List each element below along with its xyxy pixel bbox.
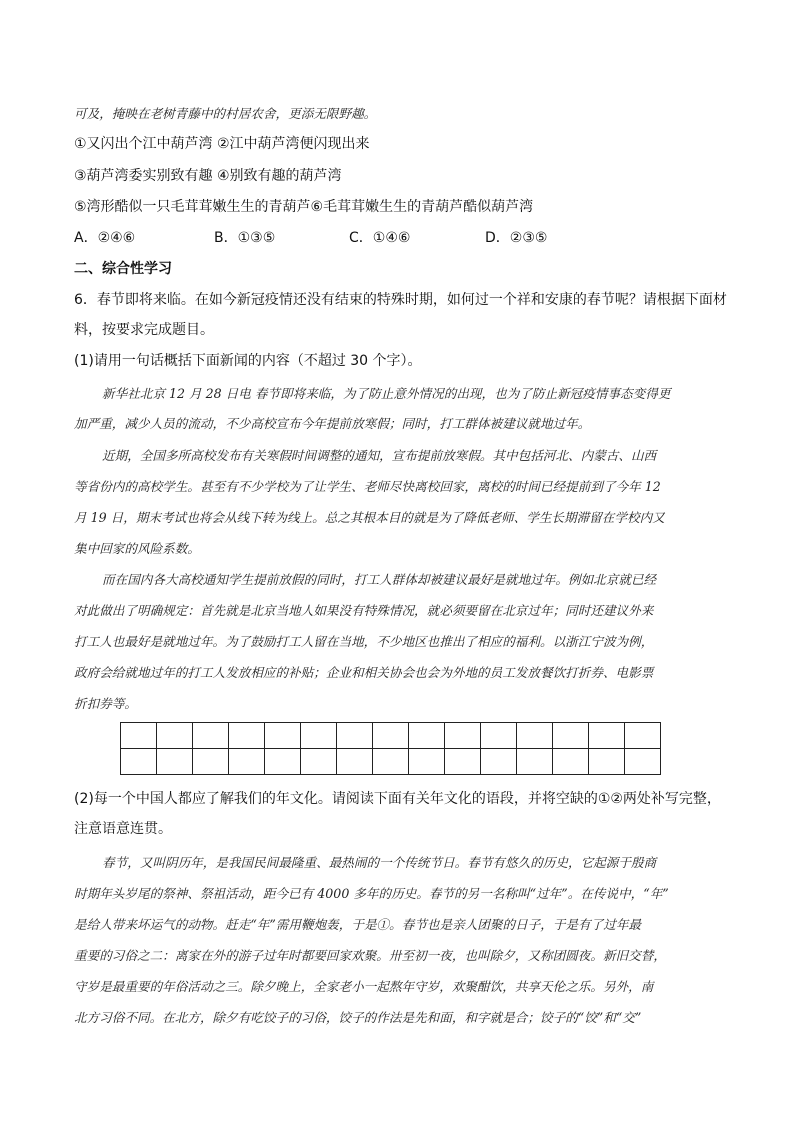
- grid-cell[interactable]: [121, 749, 157, 775]
- grid-row: [121, 749, 661, 775]
- choice-row-3-4: ③葫芦湾委实别致有趣 ④别致有趣的葫芦湾: [74, 168, 342, 184]
- question-6-line-2: 料，按要求完成题目。: [74, 322, 214, 338]
- question-6-2-line-1: (2)每一个中国人都应了解我们的年文化。请阅读下面有关年文化的语段，并将空缺的①②两处补写完整，: [74, 791, 721, 807]
- grid-cell[interactable]: [445, 723, 481, 749]
- section-heading: 二、综合性学习: [74, 261, 172, 277]
- grid-cell[interactable]: [301, 749, 337, 775]
- grid-cell[interactable]: [337, 749, 373, 775]
- grid-cell[interactable]: [553, 723, 589, 749]
- culture-line-5: 守岁是最重要的年俗活动之三。除夕晚上，全家老小一起熬年守岁，欢聚酣饮，共享天伦之乐。另外，南: [74, 979, 654, 994]
- news-p2-line-3: 月 19 日，期末考试也将会从线下转为线上。总之其根本目的就是为了降低老师、学生长期滞留在学校内又: [74, 510, 665, 525]
- grid-cell[interactable]: [481, 723, 517, 749]
- grid-cell[interactable]: [121, 723, 157, 749]
- grid-cell[interactable]: [517, 723, 553, 749]
- grid-cell[interactable]: [337, 723, 373, 749]
- grid-cell[interactable]: [625, 723, 661, 749]
- grid-cell[interactable]: [229, 723, 265, 749]
- grid-cell[interactable]: [589, 749, 625, 775]
- culture-line-4: 重要的习俗之二：离家在外的游子过年时都要回家欢聚。卅至初一夜，也叫除夕，又称团圆夜。新旧交替，: [74, 948, 666, 963]
- news-p1-line-2: 加严重，减少人员的流动，不少高校宣布今年提前放寒假；同时，打工群体被建议就地过年。: [74, 416, 591, 431]
- grid-cell[interactable]: [301, 723, 337, 749]
- passage-continuation: 可及，掩映在老树青藤中的村居农舍，更添无限野趣。: [74, 106, 377, 121]
- question-6-line-1: 6．春节即将来临。在如今新冠疫情还没有结束的特殊时期，如何过一个祥和安康的春节呢？请根据下面材: [74, 292, 727, 308]
- news-p3-line-3: 打工人也最好是就地过年。为了鼓励打工人留在当地，不少地区也推出了相应的福利。以浙江宁波为例，: [74, 634, 654, 649]
- option-b: B．①③⑤: [214, 230, 276, 246]
- grid-cell[interactable]: [445, 749, 481, 775]
- news-p3-line-4: 政府会给就地过年的打工人发放相应的补贴；企业和相关协会也会为外地的员工发放餐饮打折券、电影票: [74, 665, 654, 680]
- culture-line-2: 时期年头岁尾的祭神、祭祖活动，距今已有 4000 多年的历史。春节的另一名称叫“过年”。在传说中，“年”: [74, 886, 669, 901]
- grid-cell[interactable]: [265, 723, 301, 749]
- news-p3-line-5: 折扣券等。: [74, 696, 137, 711]
- grid-cell[interactable]: [265, 749, 301, 775]
- news-p2-line-4: 集中回家的风险系数。: [74, 541, 200, 556]
- grid-cell[interactable]: [409, 723, 445, 749]
- grid-row: [121, 723, 661, 749]
- answer-writing-grid[interactable]: [120, 722, 661, 775]
- grid-cell[interactable]: [409, 749, 445, 775]
- news-p2-line-2: 等省份内的高校学生。甚至有不少学校为了让学生、老师尽快离校回家，离校的时间已经提前到了今年 12: [74, 479, 661, 494]
- grid-cell[interactable]: [229, 749, 265, 775]
- option-a: A．②④⑥: [74, 230, 136, 246]
- option-c: C．①④⑥: [349, 230, 411, 246]
- grid-cell[interactable]: [481, 749, 517, 775]
- choice-row-5-6: ⑤湾形酷似一只毛茸茸嫩生生的青葫芦⑥毛茸茸嫩生生的青葫芦酷似葫芦湾: [74, 199, 534, 215]
- question-6-1: (1)请用一句话概括下面新闻的内容（不超过 30 个字）。: [74, 353, 422, 369]
- news-p1-line-1: 新华社北京 12 月 28 日电 春节即将来临，为了防止意外情况的出现，也为了防止新冠疫情事态变得更: [102, 386, 671, 401]
- news-p3-line-1: 而在国内各大高校通知学生提前放假的同时，打工人群体却被建议最好是就地过年。例如北京就已经: [102, 572, 657, 587]
- grid-cell[interactable]: [517, 749, 553, 775]
- grid-cell[interactable]: [553, 749, 589, 775]
- question-6-2-line-2: 注意语意连贯。: [74, 821, 172, 837]
- choice-row-1-2: ①又闪出个江中葫芦湾 ②江中葫芦湾便闪现出来: [74, 136, 370, 152]
- news-p2-line-1: 近期，全国多所高校发布有关寒假时间调整的通知，宣布提前放寒假。其中包括河北、内蒙古、山西: [102, 448, 657, 463]
- grid-cell[interactable]: [193, 723, 229, 749]
- grid-cell[interactable]: [625, 749, 661, 775]
- grid-cell[interactable]: [373, 749, 409, 775]
- grid-cell[interactable]: [157, 723, 193, 749]
- grid-cell[interactable]: [157, 749, 193, 775]
- culture-line-3: 是给人带来坏运气的动物。赶走“年”需用鞭炮轰，于是①。春节也是亲人团聚的日子，于是有了过年最: [74, 917, 642, 932]
- grid-cell[interactable]: [373, 723, 409, 749]
- news-p3-line-2: 对此做出了明确规定：首先就是北京当地人如果没有特殊情况，就必须要留在北京过年；同时还建议外来: [74, 603, 654, 618]
- culture-line-6: 北方习俗不同。在北方，除夕有吃饺子的习俗，饺子的作法是先和面，和字就是合；饺子的“饺”和“交”: [74, 1010, 642, 1025]
- grid-cell[interactable]: [193, 749, 229, 775]
- answer-options: [74, 228, 547, 248]
- grid-cell[interactable]: [589, 723, 625, 749]
- option-d: D．②③⑤: [485, 230, 548, 246]
- culture-line-1: 春节，又叫阴历年，是我国民间最隆重、最热闹的一个传统节日。春节有悠久的历史，它起源于殷商: [102, 855, 657, 870]
